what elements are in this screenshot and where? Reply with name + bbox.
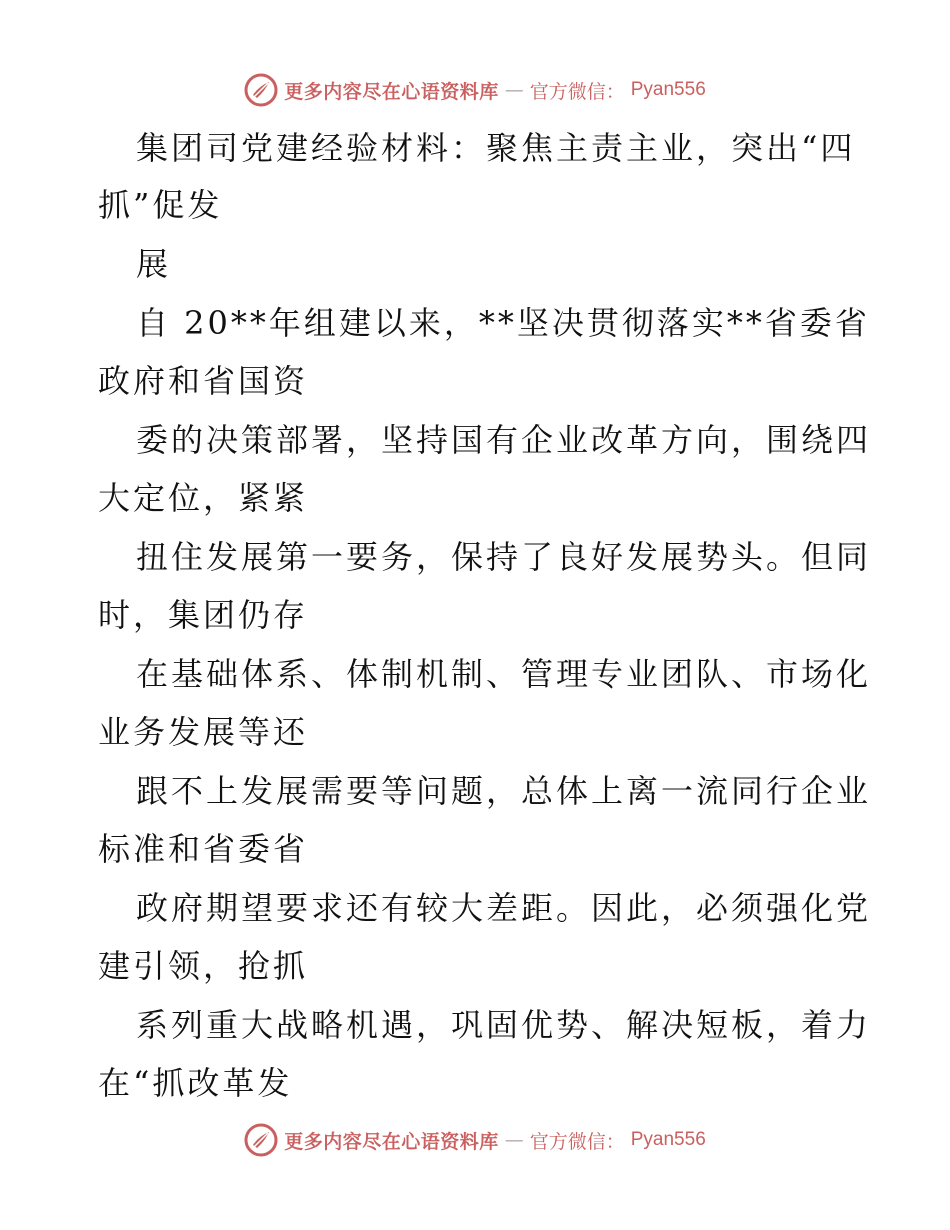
document-title-line: 展: [136, 245, 172, 283]
banner-wechat-id: Pyan556: [630, 1129, 706, 1150]
paragraph-line: 自 20**年组建以来，**坚决贯彻落实**省委省: [136, 304, 870, 342]
paragraph-line: 跟不上发展需要等问题，总体上离一流同行企业: [136, 772, 872, 810]
book-logo-icon: [244, 1123, 278, 1157]
banner-separator: —: [504, 1129, 524, 1151]
book-logo-icon: [244, 73, 278, 107]
banner-text: 更多内容尽在心语资料库: [284, 80, 499, 103]
paragraph-line: 标准和省委省: [98, 830, 309, 868]
banner-wechat-label: 官方微信：: [529, 80, 625, 103]
paragraph-line: 业务发展等还: [98, 713, 309, 751]
banner-text: 更多内容尽在心语资料库: [284, 1130, 499, 1153]
paragraph-line: 扭住发展第一要务，保持了良好发展势头。但同: [136, 538, 872, 576]
paragraph-line: 系列重大战略机遇，巩固优势、解决短板，着力: [136, 1006, 872, 1044]
header-banner: [0, 70, 950, 110]
document-title-line: 集团司党建经验材料：聚焦主责主业，突出“四: [136, 129, 856, 167]
paragraph-line: 时，集团仍存: [98, 596, 309, 634]
footer-banner: [0, 1120, 950, 1160]
paragraph-line: 大定位，紧紧: [98, 479, 309, 517]
document-title-line: 抓”促发: [98, 186, 223, 224]
banner-wechat-id: Pyan556: [630, 79, 706, 100]
paragraph-line: 委的决策部署，坚持国有企业改革方向，围绕四: [136, 421, 872, 459]
paragraph-line: 政府和省国资: [98, 362, 309, 400]
paragraph-line: 在基础体系、体制机制、管理专业团队、市场化: [136, 655, 872, 693]
paragraph-line: 建引领，抢抓: [98, 947, 309, 985]
banner-wechat-label: 官方微信：: [529, 1130, 625, 1153]
paragraph-line: 在“抓改革发: [98, 1064, 293, 1102]
banner-separator: —: [504, 79, 524, 101]
paragraph-line: 政府期望要求还有较大差距。因此，必须强化党: [136, 889, 872, 927]
